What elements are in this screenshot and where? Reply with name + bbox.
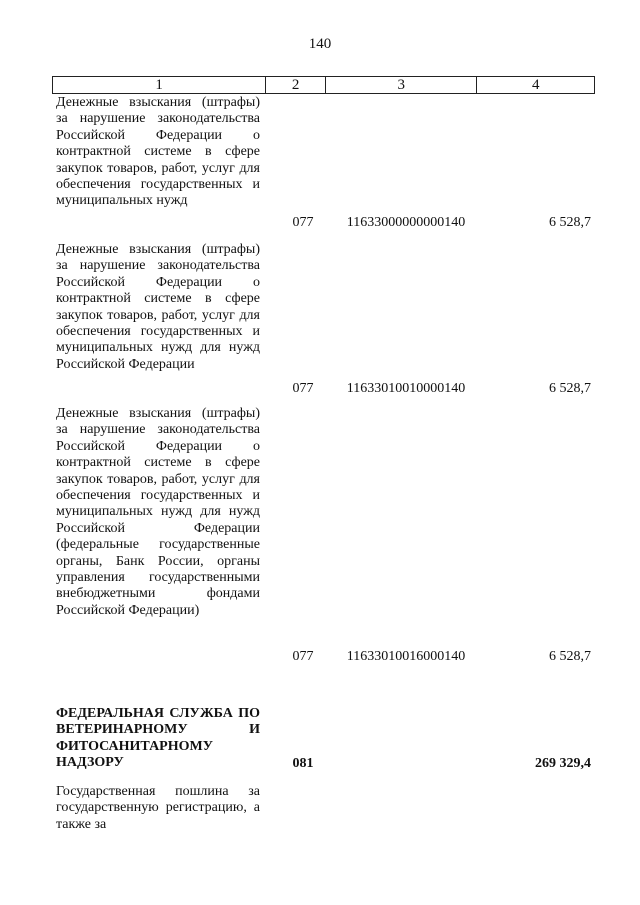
row-code: 077 bbox=[292, 381, 314, 396]
table-row bbox=[52, 242, 595, 402]
column-header-4: 4 bbox=[531, 77, 540, 93]
row-kbk: 11633000000000140 bbox=[346, 215, 466, 230]
row-code: 081 bbox=[292, 756, 314, 771]
table-row bbox=[52, 706, 595, 786]
row-amount: 269 329,4 bbox=[535, 756, 591, 771]
column-header-2: 2 bbox=[266, 77, 326, 93]
row-code: 077 bbox=[292, 215, 314, 230]
agency-heading: ФЕДЕРАЛЬНАЯ СЛУЖБА ПО ВЕТЕРИНАРНОМУ И ФИТОСАНИТАРНОМУ НАДЗОРУ bbox=[56, 706, 260, 771]
table-row bbox=[52, 95, 595, 235]
table-row bbox=[52, 406, 595, 671]
table-row bbox=[52, 784, 595, 844]
row-amount: 6 528,7 bbox=[549, 381, 591, 396]
row-description: Денежные взыскания (штрафы) за нарушение законодательства Российской Федерации о контрактной системе в сфере закупок товаров, работ, услуг для обеспечения государственных и муниципальных нужд для нужд Российской Федерации bbox=[56, 242, 260, 372]
row-amount: 6 528,7 bbox=[549, 649, 591, 664]
column-header-1: 1 bbox=[53, 77, 266, 93]
row-code: 077 bbox=[292, 649, 314, 664]
page-number: 140 bbox=[308, 36, 332, 52]
row-kbk: 11633010010000140 bbox=[346, 381, 466, 396]
row-description: Денежные взыскания (штрафы) за нарушение законодательства Российской Федерации о контрактной системе в сфере закупок товаров, работ, услуг для обеспечения государственных и муниципальных нужд для нужд Российской Федерации (федеральные государственные органы, Банк России, органы управления государственными внебюджетными фондами Российской Федерации) bbox=[56, 406, 260, 618]
table-header bbox=[52, 76, 595, 94]
row-amount: 6 528,7 bbox=[549, 215, 591, 230]
column-header-3: 3 bbox=[326, 77, 477, 93]
row-kbk: 11633010016000140 bbox=[346, 649, 466, 664]
row-description: Государственная пошлина за государственную регистрацию, а также за bbox=[56, 784, 260, 832]
row-description: Денежные взыскания (штрафы) за нарушение законодательства Российской Федерации о контрактной системе в сфере закупок товаров, работ, услуг для обеспечения государственных и муниципальных нужд bbox=[56, 95, 260, 209]
